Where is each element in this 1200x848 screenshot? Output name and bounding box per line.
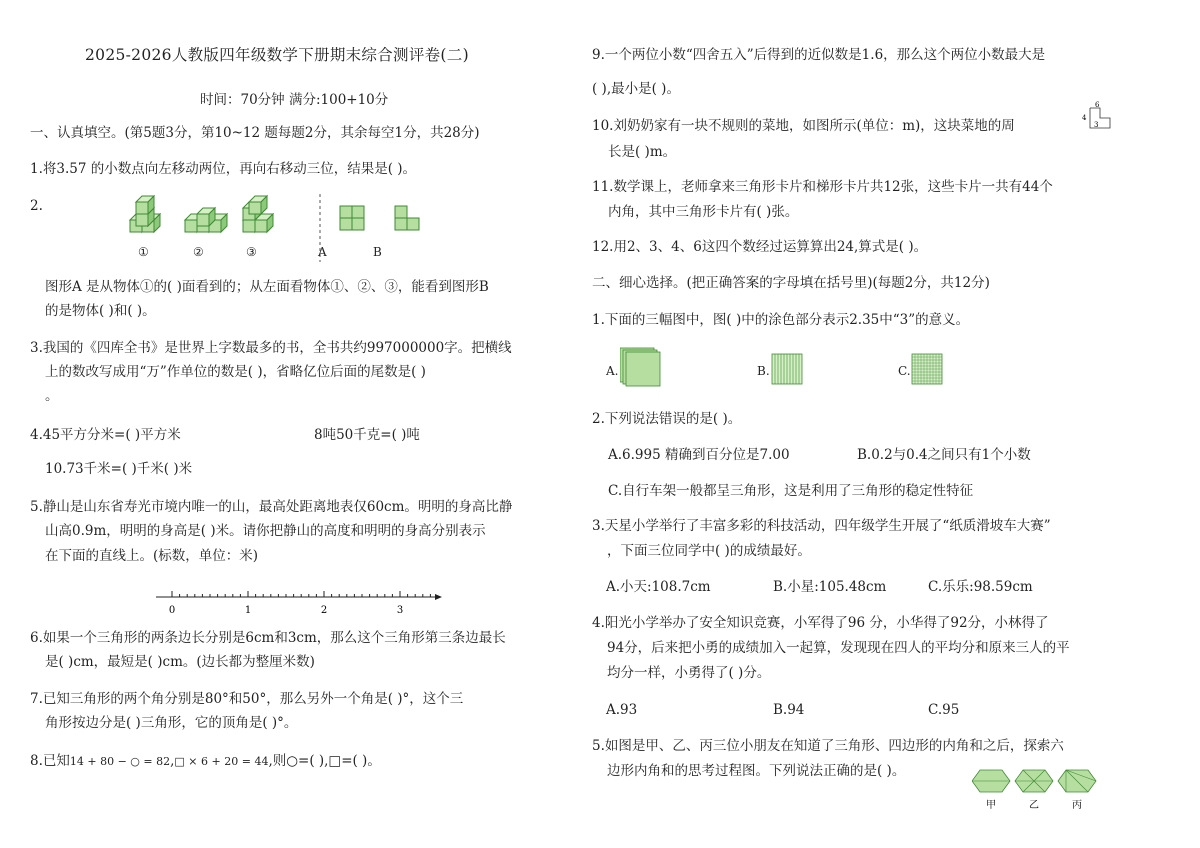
question-2-line1: 图形A 是从物体①的( )面看到的；从左面看物体①、②、③，能看到图形B (45, 279, 489, 295)
choice-1-figures (620, 346, 980, 390)
question-4a: 4.45平方分米=( )平方米 (30, 427, 181, 443)
choice-4-line1: 4.阳光小学举办了安全知识竞赛，小军得了96 分，小华得了92分，小林得了 (592, 615, 1049, 631)
option-a-squares (620, 348, 660, 386)
question-5-line1: 5.静山是山东省寿光市境内唯一的山，最高处距离地表仅60cm。明明的身高比静 (30, 499, 513, 515)
label-view-a: A (318, 245, 327, 259)
question-11-line2: 内角，其中三角形卡片有( )张。 (608, 204, 799, 220)
exam-info: 时间：70分钟 满分:100+10分 (200, 92, 389, 108)
question-8-prefix: 8.已知 (30, 753, 70, 769)
choice-1-option-c: C. (898, 364, 911, 378)
question-7-line2: 角形按边分是( )三角形，它的顶角是( )°。 (45, 715, 298, 731)
hexagon-figures (972, 766, 1132, 814)
question-8-eq1: 14 + 80 − ○ = 82 (69, 755, 171, 768)
choice-5-line2: 边形内角和的思考过程图。下列说法正确的是( )。 (607, 763, 906, 779)
label-view-b: B (373, 245, 382, 259)
choice-4-option-a: A.93 (606, 702, 638, 718)
view-a-shape (340, 206, 364, 230)
choice-1-stem: 1.下面的三幅图中，图( )中的涂色部分表示2.35中“3”的意义。 (592, 312, 970, 328)
choice-3-option-a: A.小天:108.7cm (606, 579, 711, 595)
label-object-1: ① (138, 245, 149, 259)
question-6-line1: 6.如果一个三角形的两条边长分别是6cm和3cm，那么这个三角形第三条边最长 (30, 630, 506, 646)
question-11-line1: 11.数学课上，老师拿来三角形卡片和梯形卡片共12张，这些卡片一共有44个 (592, 179, 1053, 195)
question-2-figures (125, 192, 545, 267)
tick-label-3: 3 (396, 605, 404, 615)
section2-heading: 二、细心选择。(把正确答案的字母填在括号里)(每题2分，共12分) (592, 275, 990, 291)
section1-heading: 一、认真填空。(第5题3分，第10~12 题每题2分，其余每空1分，共28分) (30, 125, 480, 141)
question-5-line3: 在下面的直线上。(标数，单位：米) (45, 548, 259, 564)
choice-1-option-b: B. (757, 364, 770, 378)
choice-3-line2: ，下面三位同学中( )的成绩最好。 (607, 543, 811, 559)
question-8-eq2: □ × 6 + 20 = 44 (174, 755, 269, 768)
label-object-3: ③ (246, 245, 257, 259)
choice-3-line1: 3.天星小学举行了丰富多彩的科技活动，四年级学生开展了“纸质滑坡车大赛” (592, 518, 1051, 534)
object-3-cubes (243, 196, 273, 232)
question-1: 1.将3.57 的小数点向左移动两位，再向右移动三位，结果是( )。 (30, 161, 417, 177)
tick-label-2: 2 (320, 605, 328, 615)
choice-2-stem: 2.下列说法错误的是( )。 (592, 411, 742, 427)
choice-2-option-b: B.0.2与0.4之间只有1个小数 (857, 447, 1031, 463)
choice-4-option-b: B.94 (773, 702, 805, 718)
choice-3-option-b: B.小星:105.48cm (773, 579, 887, 595)
label-yi: 乙 (1029, 800, 1039, 811)
question-2-line2: 的是物体( )和( )。 (45, 303, 156, 319)
label-object-2: ② (193, 245, 204, 259)
plot-dim-3: 3 (1094, 121, 1099, 129)
choice-2-option-a: A.6.995 精确到百分位是7.00 (608, 447, 790, 463)
tick-label-0: 0 (168, 605, 176, 615)
choice-4-line2: 94分，后来把小勇的成绩加入一起算，发现现在四人的平均分和原来三人的平 (607, 640, 1070, 656)
question-4b: 8吨50千克=( )吨 (314, 427, 420, 443)
question-8: 8.已知14 + 80 − ○ = 82,□ × 6 + 20 = 44,则○=( ),□=( )。 (30, 753, 381, 769)
plot-dim-4: 4 (1082, 114, 1087, 122)
question-3-line2: 上的数改写成用“万”作单位的数是( )，省略亿位后面的尾数是( ) (45, 364, 426, 380)
question-4c: 10.73千米=( )千米( )米 (45, 461, 193, 477)
label-bing: 丙 (1072, 800, 1082, 811)
question-2-number: 2. (30, 198, 43, 214)
question-6-line2: 是( )cm，最短是( )cm。(边长都为整厘米数) (45, 654, 315, 670)
option-b-tenths (772, 354, 802, 384)
tick-label-1: 1 (244, 605, 252, 615)
question-7-line1: 7.已知三角形的两个角分别是80°和50°，那么另外一个角是( )°，这个三 (30, 691, 464, 707)
choice-5-line1: 5.如图是甲、乙、丙三位小朋友在知道了三角形、四边形的内角和之后，探索六 (592, 738, 1064, 754)
question-9-line2: ( ),最小是( )。 (592, 81, 680, 97)
choice-1-option-a: A. (606, 364, 619, 378)
question-8-suffix: ,则○=( ),□=( )。 (268, 753, 381, 769)
object-1-cubes (130, 196, 160, 232)
question-12: 12.用2、3、4、6这四个数经过运算算出24,算式是( )。 (592, 239, 928, 255)
number-line (150, 585, 470, 615)
choice-2-option-c: C.自行车架一般都呈三角形，这是利用了三角形的稳定性特征 (608, 483, 974, 499)
question-3-line1: 3.我国的《四库全书》是世界上字数最多的书，全书共约997000000字。把横线 (30, 340, 512, 356)
question-5-line2: 山高0.9m，明明的身高是( )米。请你把静山的高度和明明的身高分别表示 (45, 523, 486, 539)
choice-4-option-c: C.95 (928, 702, 960, 718)
choice-3-option-c: C.乐乐:98.59cm (928, 579, 1033, 595)
plot-dim-6: 6 (1095, 101, 1100, 109)
choice-4-line3: 均分一样，小勇得了( )分。 (607, 665, 771, 681)
question-3-line3: 。 (45, 388, 59, 404)
option-c-hundredths (912, 354, 942, 384)
question-10-line2: 长是( )m。 (608, 144, 677, 160)
page-title: 2025-2026人教版四年级数学下册期末综合测评卷(二) (85, 46, 469, 64)
question-9-line1: 9.一个两位小数“四舍五入”后得到的近似数是1.6，那么这个两位小数最大是 (592, 47, 1046, 63)
view-b-shape (395, 206, 419, 230)
object-2-cubes (185, 208, 227, 232)
vegetable-plot-figure (1080, 100, 1120, 132)
question-10-line1: 10.刘奶奶家有一块不规则的菜地，如图所示(单位：m)，这块菜地的周 (592, 118, 1015, 134)
label-jia: 甲 (986, 800, 996, 811)
